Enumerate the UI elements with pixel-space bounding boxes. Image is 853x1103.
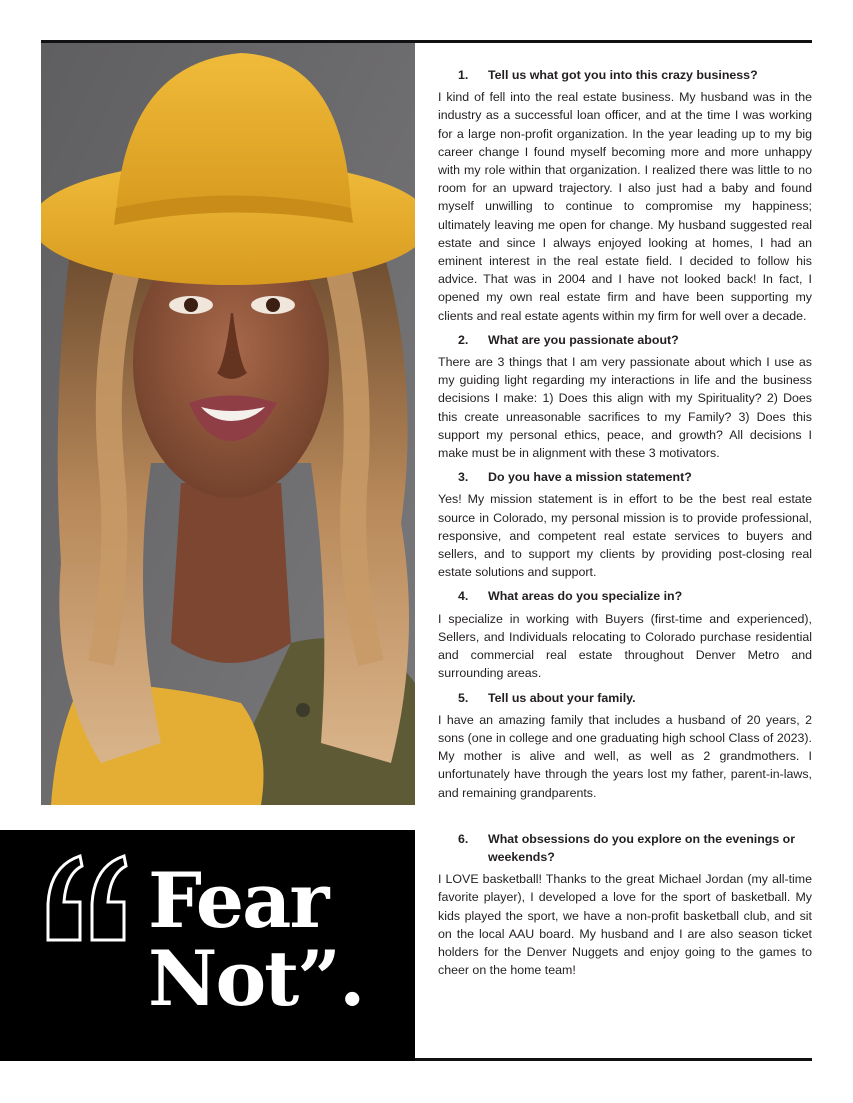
qa-item-6 xyxy=(438,830,812,980)
question-text: What areas do you specialize in? xyxy=(488,589,683,604)
question-number: 2. xyxy=(458,332,469,347)
question-1 xyxy=(438,66,812,84)
bottom-rule xyxy=(415,1058,812,1061)
section-gap xyxy=(438,808,812,830)
answer-3: Yes! My mission statement is in effort to be the best real estate source in Colorado, my personal mission is to provide professional, responsive, and competent real estate services to buyers and sellers, and to support my clients by providing post-closing real estate solutions and support. xyxy=(438,492,812,580)
answer-6: I LOVE basketball! Thanks to the great Michael Jordan (my all-time favorite player), I developed a love for the sport of basketball. My kids played the sport, we have a non-profit basketball club, and sit on the local AAU board. My husband and I are also season ticket holders for the Denver Nuggets and enjoy going to the games to cheer on the home team! xyxy=(438,872,812,978)
answer-1: I kind of fell into the real estate business. My husband was in the industry as a successful loan officer, and at the time I was working for a large non-profit organization. In the year leading up to my big career change I found myself becoming more and more unhappy with my role within that organization. I realized there was little to no room for an upward trajectory. I also just had a baby and found myself unwilling to continue to compromise my happiness; ultimately leaving me open for change. My husband suggested real estate and since I always enjoyed looking at homes, I had an eminent interest in the real estate field. I decided to follow his advice. That was in 2004 and I have not looked back! In fact, I opened my own real estate firm and have been supporting my clients and real estate agents within my firm for well over a decade. xyxy=(438,90,812,323)
qa-item-5 xyxy=(438,689,812,802)
portrait-photo xyxy=(41,43,415,805)
question-number: 1. xyxy=(458,68,469,82)
question-number: 4. xyxy=(458,589,469,604)
open-quote-mark-icon xyxy=(44,852,130,944)
qa-item-4 xyxy=(438,587,812,682)
qa-item-2 xyxy=(438,331,812,462)
pull-quote-text xyxy=(148,856,364,1023)
question-text: Tell us what got you into this crazy business? xyxy=(488,68,758,82)
pull-quote-line-1: Fear xyxy=(148,856,328,945)
pull-quote-line-2: Not”. xyxy=(148,934,364,1023)
question-text: What are you passionate about? xyxy=(488,332,679,347)
question-4 xyxy=(438,587,812,605)
portrait-illustration xyxy=(41,43,415,805)
question-2 xyxy=(438,331,812,349)
question-3 xyxy=(438,468,812,486)
question-6 xyxy=(438,830,812,866)
question-5 xyxy=(438,689,812,707)
interview-article xyxy=(438,66,812,985)
qa-item-1 xyxy=(438,66,812,325)
answer-5: I have an amazing family that includes a husband of 20 years, 2 sons (one in college and one graduating high school Class of 2023). My mother is alive and well, as well as 2 grandmothers. I unfortunately have through the years lost my father, parent-in-laws, and remaining grandparents. xyxy=(438,712,812,800)
question-number: 3. xyxy=(458,470,469,485)
question-text: Do you have a mission statement? xyxy=(488,470,692,485)
question-text: What obsessions do you explore on the evenings or weekends? xyxy=(488,831,796,864)
answer-2: There are 3 things that I am very passionate about which I use as my guiding light regarding my interactions in life and the business decisions I make: 1) Does this align with my Spirituality? 2) Does this create unreasonable sacrifices to my Family? 3) Does this support my personal ethics, peace, and growth? All decisions I make must be in alignment with these 3 motivators. xyxy=(438,355,812,461)
answer-4: I specialize in working with Buyers (first-time and experienced), Sellers, and Individuals relocating to Colorado purchase residential and commercial real estate throughout Denver Metro and surrounding areas. xyxy=(438,611,812,681)
question-number: 6. xyxy=(458,831,469,846)
question-number: 5. xyxy=(458,690,469,705)
qa-item-3 xyxy=(438,468,812,581)
question-text: Tell us about your family. xyxy=(488,690,636,705)
